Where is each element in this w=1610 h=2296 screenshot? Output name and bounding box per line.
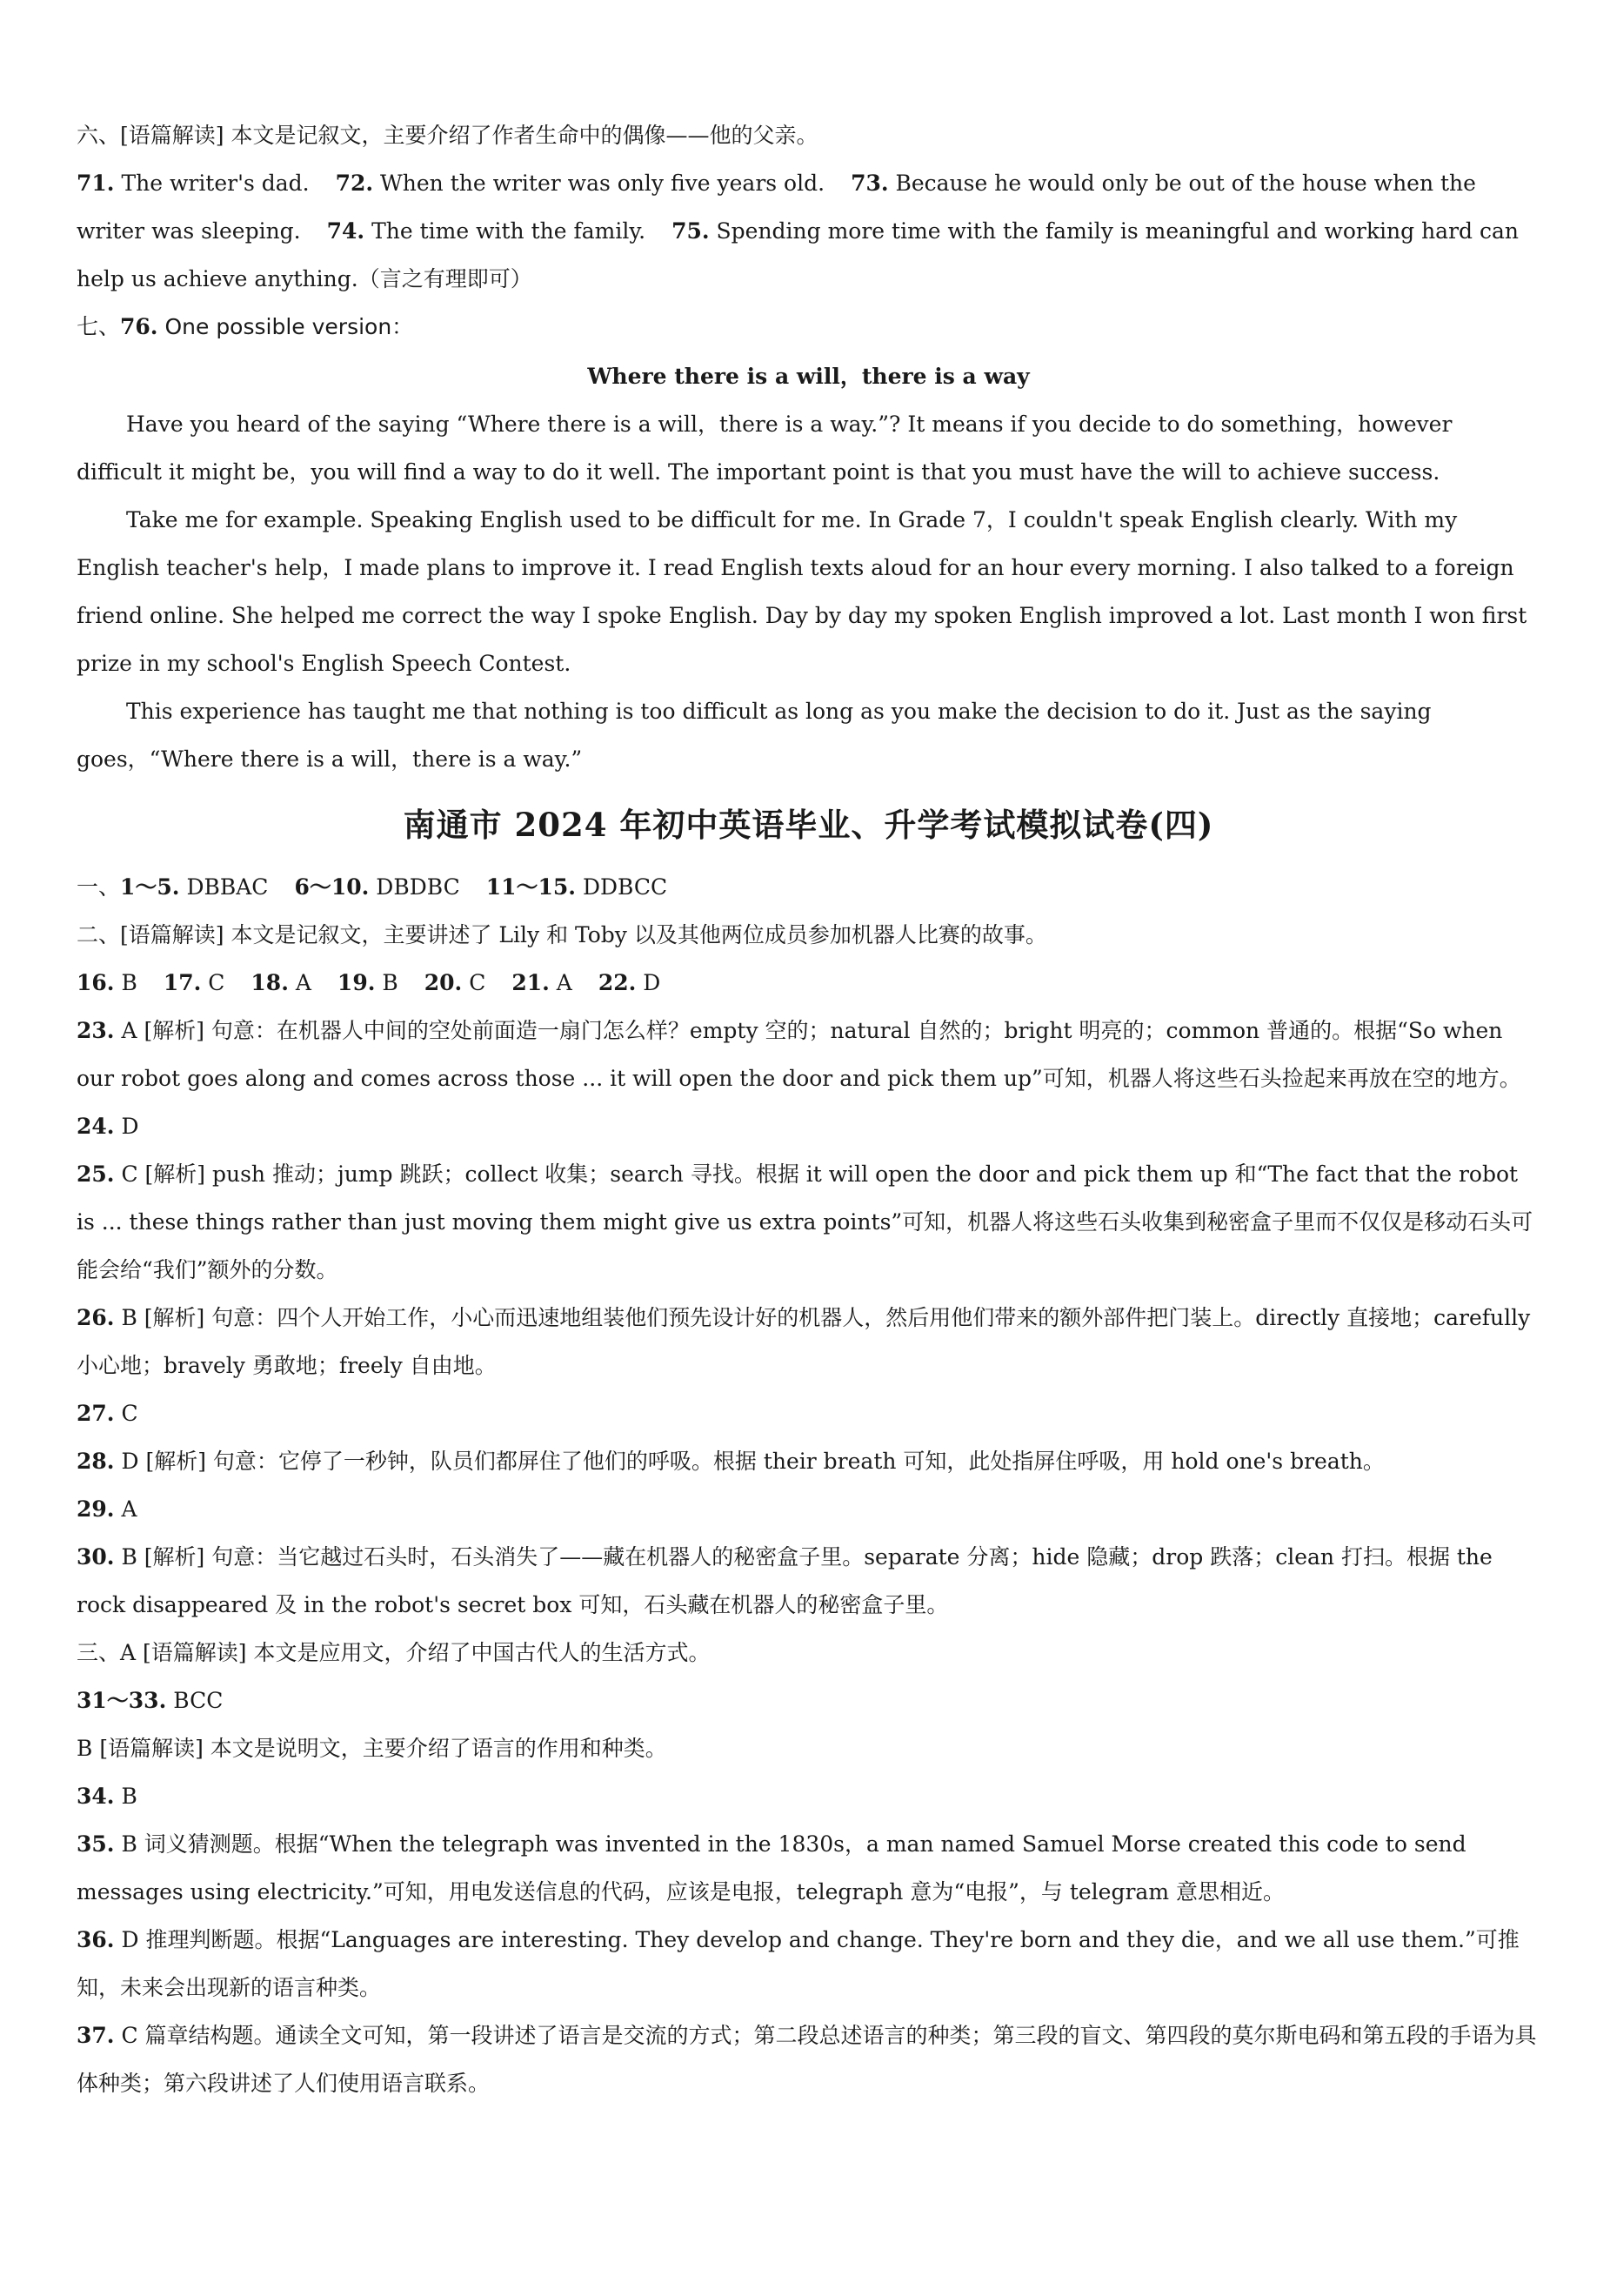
q-num-17: 17. [163, 970, 202, 995]
q-num-31-33: 31～33. [77, 1688, 167, 1713]
part6-header: 六、[语篇解读] 本文是记叙文，主要介绍了作者生命中的偶像——他的父亲。 [77, 123, 818, 148]
q-num-34: 34. [77, 1784, 115, 1809]
q-num-35: 35. [77, 1831, 115, 1857]
q-num-37: 37. [77, 2023, 115, 2048]
answer-36-line [77, 1916, 1540, 2012]
q-num-28: 28. [77, 1449, 115, 1474]
answer-16: B [114, 970, 137, 995]
essay-paragraph-1: Have you heard of the saying “Where there is a will，there is a way.”? It means if you decide to do something，however difficult it might be，you will find a way to do it well. The important point is that you must have the will to achieve success. [77, 412, 1453, 485]
s2-header: 二、[语篇解读] 本文是记叙文，主要讲述了 Lily 和 Toby 以及其他两位成员参加机器人比赛的故事。 [77, 922, 1047, 947]
answer-28: D [解析] 句意：它停了一秒钟，队员们都屏住了他们的呼吸。根据 their breath 可知，此处指屏住呼吸，用 hold one's breath。 [114, 1449, 1385, 1474]
q-num-22: 22. [598, 970, 637, 995]
answer-26-line [77, 1294, 1540, 1389]
q-num-26: 26. [77, 1305, 115, 1330]
range-1-5: 1～5. [120, 874, 180, 900]
answer-17: C [201, 970, 225, 995]
answer-31-33-line [77, 1677, 1540, 1724]
answer-34-line [77, 1772, 1540, 1820]
answer-23: A [解析] 句意：在机器人中间的空处前面造一扇门怎么样？empty 空的；natural 自然的；bright 明亮的；common 普通的。根据“So when our robot goes along and comes across those ... it will open the door and pick them up”可知，机器人将这些石头捡起来再放在空的地方。 [77, 1018, 1521, 1091]
q-num-75: 75. [671, 218, 710, 244]
q-num-76: 76. [120, 314, 158, 339]
essay-paragraph-3: This experience has taught me that nothing is too difficult as long as you make the decision to do it. Just as the saying goes，“Where there is a will，there is a way.” [77, 699, 1432, 772]
q-num-36: 36. [77, 1927, 115, 1952]
answer-25: C [解析] push 推动；jump 跳跃；collect 收集；search 寻找。根据 it will open the door and pick them up 和“The fact that the robot is ... these things rather than just moving them might give us extra points”可知，机器人将这些石头收集到秘密盒子里而不仅仅是移动石头可能会给“我们”额外的分数。 [77, 1161, 1533, 1282]
answer-20: C [462, 970, 486, 995]
answer-35: B 词义猜测题。根据“When the telegraph was invented in the 1830s，a man named Samuel Morse created this code to send messages using electricity.”可知，用电发送信息的代码，应该是电报，telegraph 意为“电报”，与 telegram 意思相近。 [77, 1831, 1466, 1904]
answers-1-5: DBBAC [179, 874, 269, 900]
answer-29-line [77, 1485, 1540, 1533]
answer-73: Because he would only be out of the house when the writer was sleeping. [77, 171, 1476, 244]
answer-72: When the writer was only five years old. [373, 171, 825, 196]
part7-prefix: 七、 [77, 314, 121, 339]
answer-19: B [375, 970, 398, 995]
q-num-24: 24. [77, 1114, 115, 1139]
q-num-16: 16. [77, 970, 115, 995]
answer-29: A [114, 1496, 137, 1522]
answer-24-line [77, 1102, 1540, 1150]
q-num-20: 20. [424, 970, 463, 995]
q-num-74: 74. [326, 218, 365, 244]
s3-header-b: B [语篇解读] 本文是说明文，主要介绍了语言的作用和种类。 [77, 1736, 667, 1761]
range-6-10: 6～10. [294, 874, 370, 900]
q-num-71: 71. [77, 171, 115, 196]
answer-35-line [77, 1820, 1540, 1916]
answer-71: The writer's dad. [114, 171, 310, 196]
part7-head-text: One possible version： [157, 314, 414, 339]
essay-paragraph-2: Take me for example. Speaking English used to be difficult for me. In Grade 7，I couldn't speak English clearly. With my English teacher's help，I made plans to improve it. I read English texts aloud for an hour every morning. I also talked to a foreign friend online. She helped me correct the way I spoke English. Day by day my spoken English improved a lot. Last month I won first prize in my school's English Speech Contest. [77, 507, 1527, 676]
q-num-21: 21. [511, 970, 550, 995]
answers-1-15 [77, 863, 1540, 911]
answer-22: D [636, 970, 661, 995]
part7-header [77, 303, 1540, 351]
answer-28-line [77, 1437, 1540, 1485]
answer-24: D [114, 1114, 139, 1139]
q-num-19: 19. [337, 970, 376, 995]
answer-27-line [77, 1389, 1540, 1437]
answer-27: C [114, 1401, 138, 1426]
q-num-73: 73. [851, 171, 889, 196]
q-num-72: 72. [335, 171, 374, 196]
answer-23-line [77, 1007, 1540, 1102]
answer-75: Spending more time with the family is meaningful and working hard can help us achieve anything.（言之有理即可） [77, 218, 1519, 291]
answer-26: B [解析] 句意：四个人开始工作，小心而迅速地组装他们预先设计好的机器人，然后用他们带来的额外部件把门装上。directly 直接地；carefully 小心地；bravely 勇敢地；freely 自由地。 [77, 1305, 1531, 1378]
answer-36: D 推理判断题。根据“Languages are interesting. They develop and change. They're born and they die，and we all use them.”可推知，未来会出现新的语言种类。 [77, 1927, 1520, 2000]
answer-31-33: BCC [166, 1688, 224, 1713]
answer-21: A [549, 970, 572, 995]
s1-prefix: 一、 [77, 874, 121, 900]
answer-18: A [288, 970, 311, 995]
q-num-29: 29. [77, 1496, 115, 1522]
answer-25-line [77, 1150, 1540, 1294]
answer-74: The time with the family. [364, 218, 646, 244]
answers-16-22 [77, 959, 1540, 1007]
answers-6-10: DBDBC [369, 874, 460, 900]
s3-header-a: 三、A [语篇解读] 本文是应用文，介绍了中国古代人的生活方式。 [77, 1640, 711, 1665]
answer-30-line [77, 1533, 1540, 1629]
q-num-30: 30. [77, 1544, 115, 1570]
essay-title: Where there is a will，there is a way [587, 364, 1030, 389]
q-num-23: 23. [77, 1018, 115, 1043]
q-num-27: 27. [77, 1401, 115, 1426]
answers-11-15: DDBCC [576, 874, 668, 900]
q-num-18: 18. [251, 970, 289, 995]
range-11-15: 11～15. [485, 874, 576, 900]
answer-37: C 篇章结构题。通读全文可知，第一段讲述了语言是交流的方式；第二段总述语言的种类；第三段的盲文、第四段的莫尔斯电码和第五段的手语为具体种类；第六段讲述了人们使用语言联系。 [77, 2023, 1537, 2096]
answer-30: B [解析] 句意：当它越过石头时，石头消失了——藏在机器人的秘密盒子里。separate 分离；hide 隐藏；drop 跌落；clean 打扫。根据 the rock disappeared 及 in the robot's secret box 可知，石头藏在机器人的秘密盒子里。 [77, 1544, 1493, 1617]
q-num-25: 25. [77, 1161, 115, 1187]
answer-37-line [77, 2012, 1540, 2107]
answer-34: B [114, 1784, 137, 1809]
section-title: 南通市 2024 年初中英语毕业、升学考试模拟试卷(四) [403, 806, 1214, 844]
answers-71-75 [77, 159, 1540, 303]
